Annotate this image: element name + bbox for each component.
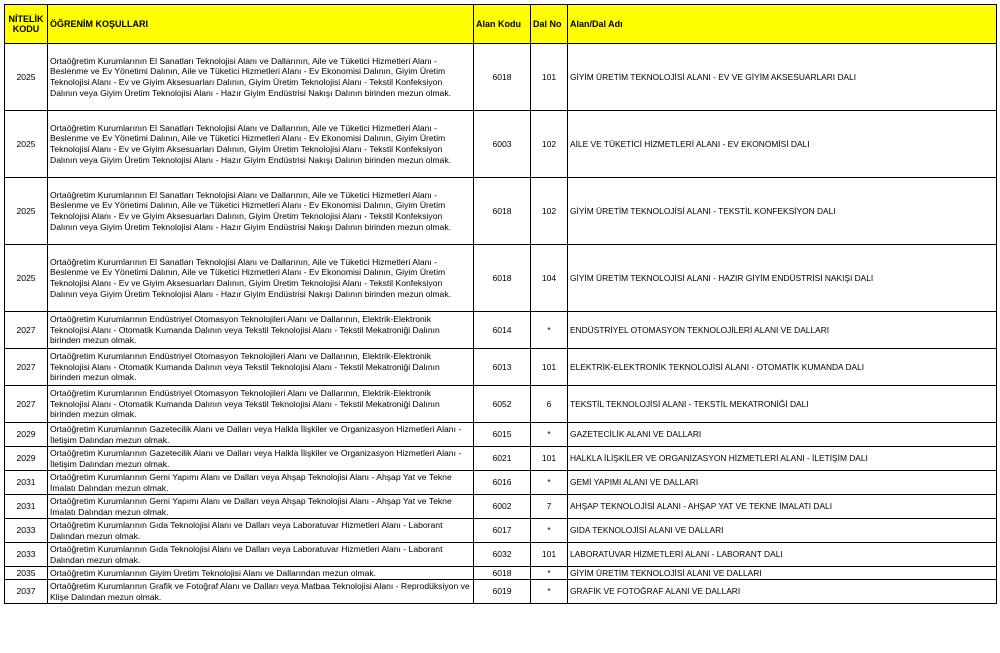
cell-field-name: LABORATUVAR HİZMETLERİ ALANI - LABORANT DALI: [568, 543, 997, 567]
cell-field-code: 6018: [474, 245, 531, 312]
cell-field-name: TEKSTİL TEKNOLOJİSİ ALANI - TEKSTİL MEKATRONİĞİ DALI: [568, 386, 997, 423]
cell-field-code: 6003: [474, 111, 531, 178]
cell-field-code: 6014: [474, 312, 531, 349]
cell-branch-no: 104: [531, 245, 568, 312]
cell-code: 2029: [5, 423, 48, 447]
cell-conditions: Ortaöğretim Kurumlarının El Sanatları Teknolojisi Alanı ve Dallarının, Aile ve Tüketici Hizmetleri Alanı - Beslenme ve Ev Yönetimi Dalının, Aile ve Tüketici Hizmetleri Alanı - Ev Ekonomisi Dalının, Giyim Üretim Teknolojisi Alanı - Ev ve Giyim Aksesuarları Dalının, Giyim Üretim Teknolojisi Alanı - Tekstil Konfeksiyon Dalının veya Giyim Üretim Teknolojisi Alanı - Hazır Giyim Endüstrisi Nakışı Dalının birinden mezun olmak.: [48, 178, 474, 245]
cell-field-code: 6015: [474, 423, 531, 447]
cell-branch-no: *: [531, 471, 568, 495]
cell-conditions: Ortaöğretim Kurumlarının Gazetecilik Alanı ve Dalları veya Halkla İlişkiler ve Organizasyon Hizmetleri Alanı - İletişim Dalından mezun olmak.: [48, 447, 474, 471]
header-field-code: Alan Kodu: [474, 5, 531, 44]
cell-field-code: 6016: [474, 471, 531, 495]
table-row: [5, 423, 997, 447]
table-row: [5, 447, 997, 471]
cell-field-name: GEMİ YAPIMI ALANI VE DALLARI: [568, 471, 997, 495]
cell-field-name: GRAFİK VE FOTOĞRAF ALANI VE DALLARI: [568, 580, 997, 604]
cell-code: 2031: [5, 495, 48, 519]
cell-field-name: GİYİM ÜRETİM TEKNOLOJİSİ ALANI VE DALLARI: [568, 567, 997, 580]
cell-branch-no: 101: [531, 349, 568, 386]
table-row: [5, 349, 997, 386]
cell-field-code: 6052: [474, 386, 531, 423]
table-row: [5, 44, 997, 111]
cell-conditions: Ortaöğretim Kurumlarının Giyim Üretim Teknolojisi Alanı ve Dallarından mezun olmak.: [48, 567, 474, 580]
cell-branch-no: 6: [531, 386, 568, 423]
cell-field-name: GİYİM ÜRETİM TEKNOLOJİSİ ALANI - TEKSTİL KONFEKSİYON DALI: [568, 178, 997, 245]
cell-conditions: Ortaöğretim Kurumlarının Gemi Yapımı Alanı ve Dalları veya Ahşap Teknolojisi Alanı - Ahşap Yat ve Tekne İmalatı Dalından mezun olmak.: [48, 495, 474, 519]
cell-field-name: ENDÜSTRİYEL OTOMASYON TEKNOLOJİLERİ ALANI VE DALLARI: [568, 312, 997, 349]
cell-field-code: 6018: [474, 567, 531, 580]
qualification-table: [4, 4, 997, 604]
table-header-row: [5, 5, 997, 44]
cell-code: 2033: [5, 543, 48, 567]
cell-field-code: 6013: [474, 349, 531, 386]
cell-code: 2025: [5, 111, 48, 178]
cell-branch-no: *: [531, 567, 568, 580]
cell-code: 2029: [5, 447, 48, 471]
cell-conditions: Ortaöğretim Kurumlarının Gıda Teknolojisi Alanı ve Dalları veya Laboratuvar Hizmetleri Alanı - Laborant Dalından mezun olmak.: [48, 543, 474, 567]
cell-code: 2025: [5, 178, 48, 245]
cell-code: 2025: [5, 44, 48, 111]
cell-code: 2027: [5, 349, 48, 386]
cell-field-name: HALKLA İLİŞKİLER VE ORGANİZASYON HİZMETLERİ ALANI - İLETİŞİM DALI: [568, 447, 997, 471]
table-row: [5, 312, 997, 349]
cell-code: 2037: [5, 580, 48, 604]
cell-code: 2031: [5, 471, 48, 495]
cell-conditions: Ortaöğretim Kurumlarının Gemi Yapımı Alanı ve Dalları veya Ahşap Teknolojisi Alanı - Ahşap Yat ve Tekne İmalatı Dalından mezun olmak.: [48, 471, 474, 495]
cell-branch-no: *: [531, 580, 568, 604]
table-row: [5, 245, 997, 312]
cell-field-name: GİYİM ÜRETİM TEKNOLOJİSİ ALANI - HAZIR GİYİM ENDÜSTRİSİ NAKIŞI DALI: [568, 245, 997, 312]
cell-conditions: Ortaöğretim Kurumlarının El Sanatları Teknolojisi Alanı ve Dallarının, Aile ve Tüketici Hizmetleri Alanı - Beslenme ve Ev Yönetimi Dalının, Aile ve Tüketici Hizmetleri Alanı - Ev Ekonomisi Dalının, Giyim Üretim Teknolojisi Alanı - Ev ve Giyim Aksesuarları Dalının, Giyim Üretim Teknolojisi Alanı - Tekstil Konfeksiyon Dalının veya Giyim Üretim Teknolojisi Alanı - Hazır Giyim Endüstrisi Nakışı Dalının birinden mezun olmak.: [48, 245, 474, 312]
cell-field-name: GAZETECİLİK ALANI VE DALLARI: [568, 423, 997, 447]
header-branch-no: Dal No: [531, 5, 568, 44]
table-row: [5, 580, 997, 604]
cell-code: 2033: [5, 519, 48, 543]
cell-code: 2027: [5, 312, 48, 349]
cell-branch-no: 7: [531, 495, 568, 519]
cell-field-name: AHŞAP TEKNOLOJİSİ ALANI - AHŞAP YAT VE TEKNE İMALATI DALI: [568, 495, 997, 519]
table-row: [5, 519, 997, 543]
cell-field-code: 6002: [474, 495, 531, 519]
cell-code: 2027: [5, 386, 48, 423]
table-row: [5, 495, 997, 519]
cell-branch-no: *: [531, 423, 568, 447]
table-row: [5, 543, 997, 567]
cell-field-code: 6021: [474, 447, 531, 471]
cell-field-code: 6032: [474, 543, 531, 567]
cell-conditions: Ortaöğretim Kurumlarının Grafik ve Fotoğraf Alanı ve Dalları veya Matbaa Teknolojisi Alanı - Reprodüksiyon ve Klişe Dalından mezun olmak.: [48, 580, 474, 604]
cell-field-name: GIDA TEKNOLOJİSİ ALANI VE DALLARI: [568, 519, 997, 543]
table-row: [5, 471, 997, 495]
cell-field-code: 6018: [474, 44, 531, 111]
cell-field-name: ELEKTRİK-ELEKTRONİK TEKNOLOJİSİ ALANI - OTOMATİK KUMANDA DALI: [568, 349, 997, 386]
cell-branch-no: 101: [531, 447, 568, 471]
cell-field-name: GİYİM ÜRETİM TEKNOLOJİSİ ALANI - EV VE GİYİM AKSESUARLARI DALI: [568, 44, 997, 111]
cell-code: 2025: [5, 245, 48, 312]
cell-branch-no: *: [531, 519, 568, 543]
cell-conditions: Ortaöğretim Kurumlarının Gazetecilik Alanı ve Dalları veya Halkla İlişkiler ve Organizasyon Hizmetleri Alanı - İletişim Dalından mezun olmak.: [48, 423, 474, 447]
cell-branch-no: 102: [531, 111, 568, 178]
cell-code: 2035: [5, 567, 48, 580]
header-conditions: ÖĞRENİM KOŞULLARI: [48, 5, 474, 44]
cell-conditions: Ortaöğretim Kurumlarının El Sanatları Teknolojisi Alanı ve Dallarının, Aile ve Tüketici Hizmetleri Alanı - Beslenme ve Ev Yönetimi Dalının, Aile ve Tüketici Hizmetleri Alanı - Ev Ekonomisi Dalının, Giyim Üretim Teknolojisi Alanı - Ev ve Giyim Aksesuarları Dalının, Giyim Üretim Teknolojisi Alanı - Tekstil Konfeksiyon Dalının veya Giyim Üretim Teknolojisi Alanı - Hazır Giyim Endüstrisi Nakışı Dalının birinden mezun olmak.: [48, 111, 474, 178]
cell-field-code: 6017: [474, 519, 531, 543]
cell-field-code: 6018: [474, 178, 531, 245]
qualification-table-wrapper: [4, 4, 997, 604]
cell-conditions: Ortaöğretim Kurumlarının Endüstriyel Otomasyon Teknolojileri Alanı ve Dallarının, Elektrik-Elektronik Teknolojisi Alanı - Otomatik Kumanda Dalının veya Tekstil Teknolojisi Alanı - Tekstil Mekatroniği Dalının birinden mezun olmak.: [48, 349, 474, 386]
table-row: [5, 111, 997, 178]
cell-branch-no: *: [531, 312, 568, 349]
cell-conditions: Ortaöğretim Kurumlarının El Sanatları Teknolojisi Alanı ve Dallarının, Aile ve Tüketici Hizmetleri Alanı - Beslenme ve Ev Yönetimi Dalının, Aile ve Tüketici Hizmetleri Alanı - Ev Ekonomisi Dalının, Giyim Üretim Teknolojisi Alanı - Ev ve Giyim Aksesuarları Dalının, Giyim Üretim Teknolojisi Alanı - Tekstil Konfeksiyon Dalının veya Giyim Üretim Teknolojisi Alanı - Hazır Giyim Endüstrisi Nakışı Dalının birinden mezun olmak.: [48, 44, 474, 111]
cell-conditions: Ortaöğretim Kurumlarının Endüstriyel Otomasyon Teknolojileri Alanı ve Dallarının, Elektrik-Elektronik Teknolojisi Alanı - Otomatik Kumanda Dalının veya Tekstil Teknolojisi Alanı - Tekstil Mekatroniği Dalının birinden mezun olmak.: [48, 312, 474, 349]
header-code: NİTELİK KODU: [5, 5, 48, 44]
cell-branch-no: 101: [531, 44, 568, 111]
table-row: [5, 386, 997, 423]
cell-branch-no: 102: [531, 178, 568, 245]
table-row: [5, 178, 997, 245]
cell-conditions: Ortaöğretim Kurumlarının Gıda Teknolojisi Alanı ve Dalları veya Laboratuvar Hizmetleri Alanı - Laborant Dalından mezun olmak.: [48, 519, 474, 543]
cell-field-name: AİLE VE TÜKETİCİ HİZMETLERİ ALANI - EV EKONOMİSİ DALI: [568, 111, 997, 178]
header-field-name: Alan/Dal Adı: [568, 5, 997, 44]
cell-branch-no: 101: [531, 543, 568, 567]
table-row: [5, 567, 997, 580]
cell-conditions: Ortaöğretim Kurumlarının Endüstriyel Otomasyon Teknolojileri Alanı ve Dallarının, Elektrik-Elektronik Teknolojisi Alanı - Otomatik Kumanda Dalının veya Tekstil Teknolojisi Alanı - Tekstil Mekatroniği Dalının birinden mezun olmak.: [48, 386, 474, 423]
cell-field-code: 6019: [474, 580, 531, 604]
